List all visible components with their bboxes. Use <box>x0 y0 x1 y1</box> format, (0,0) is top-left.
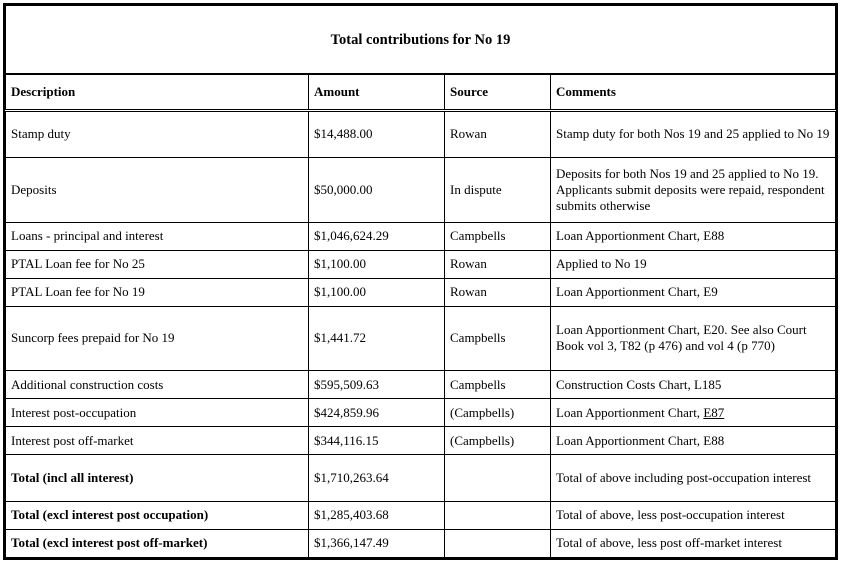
cell-amount: $50,000.00 <box>309 157 445 222</box>
header-amount: Amount <box>309 74 445 110</box>
cell-source: Campbells <box>445 371 551 399</box>
cell-amount: $1,285,403.68 <box>309 502 445 530</box>
title-row <box>6 6 836 75</box>
cell-description: Total (incl all interest) <box>6 455 309 502</box>
cell-comments: Total of above including post-occupation interest <box>551 455 836 502</box>
cell-description: Interest post-occupation <box>6 399 309 427</box>
cell-description: Stamp duty <box>6 111 309 158</box>
header-row <box>6 74 836 110</box>
cell-amount: $595,509.63 <box>309 371 445 399</box>
cell-amount: $1,100.00 <box>309 250 445 278</box>
cell-comments: Construction Costs Chart, L185 <box>551 371 836 399</box>
exhibit-link[interactable]: E87 <box>703 404 725 420</box>
cell-comments: Applied to No 19 <box>551 250 836 278</box>
cell-amount: $424,859.96 <box>309 399 445 427</box>
cell-description: Suncorp fees prepaid for No 19 <box>6 306 309 371</box>
cell-description: Total (excl interest post off-market) <box>6 529 309 557</box>
header-description: Description <box>6 74 309 110</box>
cell-amount: $1,046,624.29 <box>309 222 445 250</box>
table-row <box>6 222 836 250</box>
contributions-document <box>3 3 838 560</box>
table-row <box>6 278 836 306</box>
cell-source: Campbells <box>445 222 551 250</box>
contributions-table <box>5 5 836 558</box>
cell-description: Loans - principal and interest <box>6 222 309 250</box>
cell-comments: Loan Apportionment Chart, E88 <box>551 427 836 455</box>
table-row <box>6 371 836 399</box>
cell-source: In dispute <box>445 157 551 222</box>
comments-text: Loan Apportionment Chart, <box>556 404 704 420</box>
cell-description: PTAL Loan fee for No 19 <box>6 278 309 306</box>
cell-comments: Deposits for both Nos 19 and 25 applied to No 19. Applicants submit deposits were repaid, respondent submits otherwise <box>551 157 836 222</box>
cell-source: Rowan <box>445 111 551 158</box>
cell-source: Rowan <box>445 250 551 278</box>
cell-amount: $1,366,147.49 <box>309 529 445 557</box>
table-row <box>6 306 836 371</box>
cell-source <box>445 502 551 530</box>
table-row <box>6 157 836 222</box>
cell-amount: $1,441.72 <box>309 306 445 371</box>
table-row <box>6 502 836 530</box>
cell-description: PTAL Loan fee for No 25 <box>6 250 309 278</box>
cell-source: Rowan <box>445 278 551 306</box>
cell-comments: Loan Apportionment Chart, E88 <box>551 222 836 250</box>
cell-comments: Total of above, less post-occupation interest <box>551 502 836 530</box>
header-comments: Comments <box>551 74 836 110</box>
cell-amount: $344,116.15 <box>309 427 445 455</box>
cell-amount: $1,100.00 <box>309 278 445 306</box>
cell-source: Campbells <box>445 306 551 371</box>
table-row <box>6 455 836 502</box>
cell-description: Deposits <box>6 157 309 222</box>
cell-description: Interest post off-market <box>6 427 309 455</box>
table-row <box>6 529 836 557</box>
table-row <box>6 399 836 427</box>
table-row <box>6 250 836 278</box>
cell-amount: $1,710,263.64 <box>309 455 445 502</box>
cell-source: (Campbells) <box>445 399 551 427</box>
cell-comments <box>551 399 836 427</box>
cell-source: (Campbells) <box>445 427 551 455</box>
cell-source <box>445 455 551 502</box>
cell-description: Additional construction costs <box>6 371 309 399</box>
table-title: Total contributions for No 19 <box>6 6 836 75</box>
table-row <box>6 427 836 455</box>
cell-amount: $14,488.00 <box>309 111 445 158</box>
cell-description: Total (excl interest post occupation) <box>6 502 309 530</box>
header-source: Source <box>445 74 551 110</box>
cell-comments: Loan Apportionment Chart, E9 <box>551 278 836 306</box>
cell-comments: Loan Apportionment Chart, E20. See also Court Book vol 3, T82 (p 476) and vol 4 (p 770) <box>551 306 836 371</box>
cell-comments: Total of above, less post off-market interest <box>551 529 836 557</box>
table-row <box>6 111 836 158</box>
cell-source <box>445 529 551 557</box>
cell-comments: Stamp duty for both Nos 19 and 25 applied to No 19 <box>551 111 836 158</box>
